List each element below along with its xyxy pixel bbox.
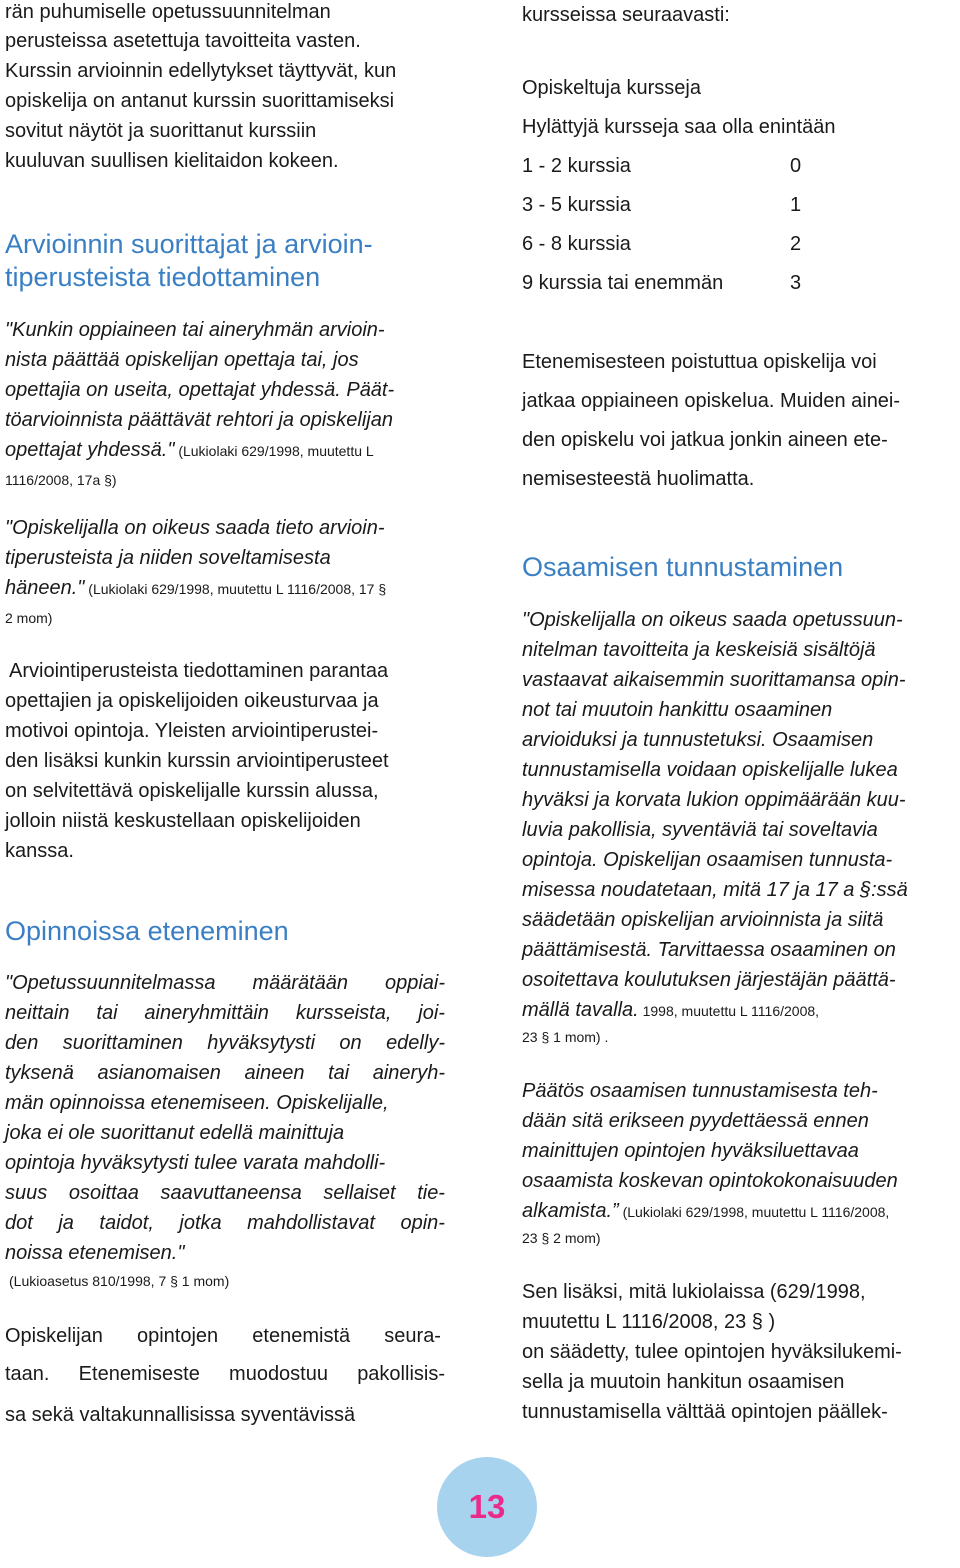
quote-line: tyksenä asianomaisen aineen tai aineryh-	[5, 1062, 445, 1084]
text-line: Sen lisäksi, mitä lukiolaissa (629/1998,	[522, 1281, 866, 1303]
table-row	[522, 271, 801, 295]
quote-text: häneen."	[5, 577, 85, 599]
quote-line: hyväksi ja korvata lukion oppimäärään kuu-	[522, 789, 906, 811]
quote-line: dään sitä erikseen pyydettäessä ennen	[522, 1110, 869, 1132]
law-reference: (Lukiolaki 629/1998, muutettu L 1116/2008, 17 §	[84, 581, 387, 597]
heading-line: Arvioinnin suorittajat ja arvioin-	[5, 229, 373, 259]
table-row	[522, 154, 801, 178]
quote-text: alkamista.”	[522, 1200, 619, 1222]
text-line: taan. Etenemiseste muodostuu pakollisis-	[5, 1363, 445, 1385]
quote-line: vastaavat aikaisemmin suorittamansa opin-	[522, 669, 906, 691]
heading-recognition: Osaamisen tunnustaminen	[522, 552, 844, 582]
text-line: motivoi opintoja. Yleisten arviointiperustei-	[5, 720, 379, 742]
quote-line: osoitettava koulutuksen järjestäjän päättä-	[522, 969, 896, 991]
quote-line: "Opiskelijalla on oikeus saada tieto arvioin-	[5, 517, 385, 539]
text-line: muutettu L 1116/2008, 23 § )	[522, 1311, 776, 1333]
quote-line: säädetään opiskelijan arvioinnista ja siitä	[522, 909, 884, 931]
quote-line	[5, 438, 374, 463]
quote-line: den suorittaminen hyväksytysti on edelly-	[5, 1032, 445, 1054]
law-reference: 23 § 2 mom)	[522, 1230, 601, 1246]
text-line: on selvitettävä opiskelijalle kurssin alussa,	[5, 780, 379, 802]
law-reference: (Lukiolaki 629/1998, muutettu L 1116/2008,	[618, 1204, 890, 1220]
quote-line: "Opiskelijalla on oikeus saada opetussuun-	[522, 609, 903, 631]
quote-line	[522, 1199, 889, 1224]
table-header: Hylättyjä kursseja saa olla enintään	[522, 116, 836, 138]
law-reference: 1116/2008, 17a §)	[5, 472, 117, 488]
course-range: 9 kurssia tai enemmän	[522, 272, 724, 294]
text-line: opiskelija on antanut kurssin suorittamiseksi	[5, 90, 395, 112]
law-reference: 1998, muutettu L 1116/2008,	[638, 1003, 820, 1019]
quote-line	[522, 998, 819, 1023]
text-line: den lisäksi kunkin kurssin arviointiperusteet	[5, 750, 389, 772]
heading-line: tiperusteista tiedottaminen	[5, 262, 321, 292]
quote-line: päättämisestä. Tarvittaessa osaaminen on	[522, 939, 896, 961]
text-line: rän puhumiselle opetussuunnitelman	[5, 1, 331, 23]
quote-line: opintoja. Opiskelijan osaamisen tunnusta-	[522, 849, 893, 871]
law-reference: 23 § 1 mom) .	[522, 1029, 609, 1045]
law-reference: (Lukioasetus 810/1998, 7 § 1 mom)	[9, 1273, 230, 1289]
text-line: jatkaa oppiaineen opiskelua. Muiden ainei-	[522, 390, 901, 412]
max-failed: 3	[790, 272, 802, 294]
text-line: sella ja muutoin hankitun osaamisen	[522, 1371, 845, 1393]
heading-progress: Opinnoissa eteneminen	[5, 916, 289, 946]
course-range: 3 - 5 kurssia	[522, 194, 631, 216]
table-title: Opiskeltuja kursseja	[522, 77, 701, 99]
quote-text: opettajat yhdessä."	[5, 439, 175, 461]
quote-line: "Opetussuunnitelmassa määrätään oppiai-	[5, 972, 445, 994]
quote-line: Päätös osaamisen tunnustamisesta teh-	[522, 1080, 878, 1102]
text-line: jolloin niistä keskustellaan opiskelijoiden	[5, 810, 361, 832]
quote-line: not tai muutoin hankittu osaaminen	[522, 699, 833, 721]
table-row	[522, 193, 801, 217]
quote-line: luvia pakollisia, syventäviä tai soveltavia	[522, 819, 878, 841]
quote-line: nitelman tavoitteita ja keskeisiä sisältöjä	[522, 639, 876, 661]
quote-line: nista päättää opiskelijan opettaja tai, jos	[5, 349, 359, 371]
quote-line: män opinnoissa etenemiseen. Opiskelijalle,	[5, 1092, 389, 1114]
quote-line	[5, 576, 386, 601]
text-line: Arviointiperusteista tiedottaminen parantaa	[9, 660, 389, 682]
law-reference: 2 mom)	[5, 610, 53, 626]
quote-line: joka ei ole suorittanut edellä mainittuja	[5, 1122, 345, 1144]
quote-line: tiperusteista ja niiden soveltamisesta	[5, 547, 331, 569]
quote-line: dot ja taidot, jotka mahdollistavat opin-	[5, 1212, 445, 1234]
text-line: den opiskelu voi jatkua jonkin aineen ete-	[522, 429, 888, 451]
quote-line: töarvioinnista päättävät rehtori ja opiskelijan	[5, 409, 393, 431]
table-row	[522, 232, 801, 256]
text-line: perusteissa asetettuja tavoitteita vasten.	[5, 30, 361, 52]
quote-line: misessa noudatetaan, mitä 17 ja 17 a §:ssä	[522, 879, 908, 901]
quote-line: noissa etenemisen."	[5, 1242, 185, 1264]
text-line: Kurssin arvioinnin edellytykset täyttyvät, kun	[5, 60, 397, 82]
course-range: 1 - 2 kurssia	[522, 155, 631, 177]
text-line: opettajien ja opiskelijoiden oikeusturvaa ja	[5, 690, 379, 712]
quote-line: opettajia on useita, opettajat yhdessä. Päät-	[5, 379, 395, 401]
quote-line: suus osoittaa saavuttaneensa sellaiset tie-	[5, 1182, 445, 1204]
text-line: kuuluvan suullisen kielitaidon kokeen.	[5, 150, 339, 172]
quote-line: osaamista koskevan opintokokonaisuuden	[522, 1170, 898, 1192]
text-line: kanssa.	[5, 840, 74, 862]
text-line: on säädetty, tulee opintojen hyväksilukemi-	[522, 1341, 902, 1363]
text-line: kursseissa seuraavasti:	[522, 4, 730, 26]
quote-line: "Kunkin oppiaineen tai aineryhmän arvioin-	[5, 319, 385, 341]
text-line: nemisesteestä huolimatta.	[522, 468, 755, 490]
quote-line: opintoja hyväksytysti tulee varata mahdolli-	[5, 1152, 386, 1174]
text-line: sovitut näytöt ja suorittanut kurssiin	[5, 120, 317, 142]
quote-text: mällä tavalla.	[522, 999, 639, 1021]
text-line: Opiskelijan opintojen etenemistä seura-	[5, 1325, 441, 1347]
max-failed: 2	[790, 233, 802, 255]
page-number-badge: 13	[437, 1457, 537, 1557]
quote-line: tunnustamisella voidaan opiskelijalle lukea	[522, 759, 898, 781]
text-line: Etenemisesteen poistuttua opiskelija voi	[522, 351, 877, 373]
quote-line: mainittujen opintojen hyväksiluettavaa	[522, 1140, 859, 1162]
course-range: 6 - 8 kurssia	[522, 233, 631, 255]
max-failed: 0	[790, 155, 802, 177]
text-line: sa sekä valtakunnallisissa syventävissä	[5, 1404, 356, 1426]
quote-line: neittain tai aineryhmittäin kursseista, joi-	[5, 1002, 445, 1024]
text-line: tunnustamisella välttää opintojen päällek-	[522, 1401, 888, 1423]
law-reference: (Lukiolaki 629/1998, muutettu L	[174, 443, 374, 459]
quote-line: arvioiduksi ja tunnustetuksi. Osaamisen	[522, 729, 874, 751]
max-failed: 1	[790, 194, 802, 216]
